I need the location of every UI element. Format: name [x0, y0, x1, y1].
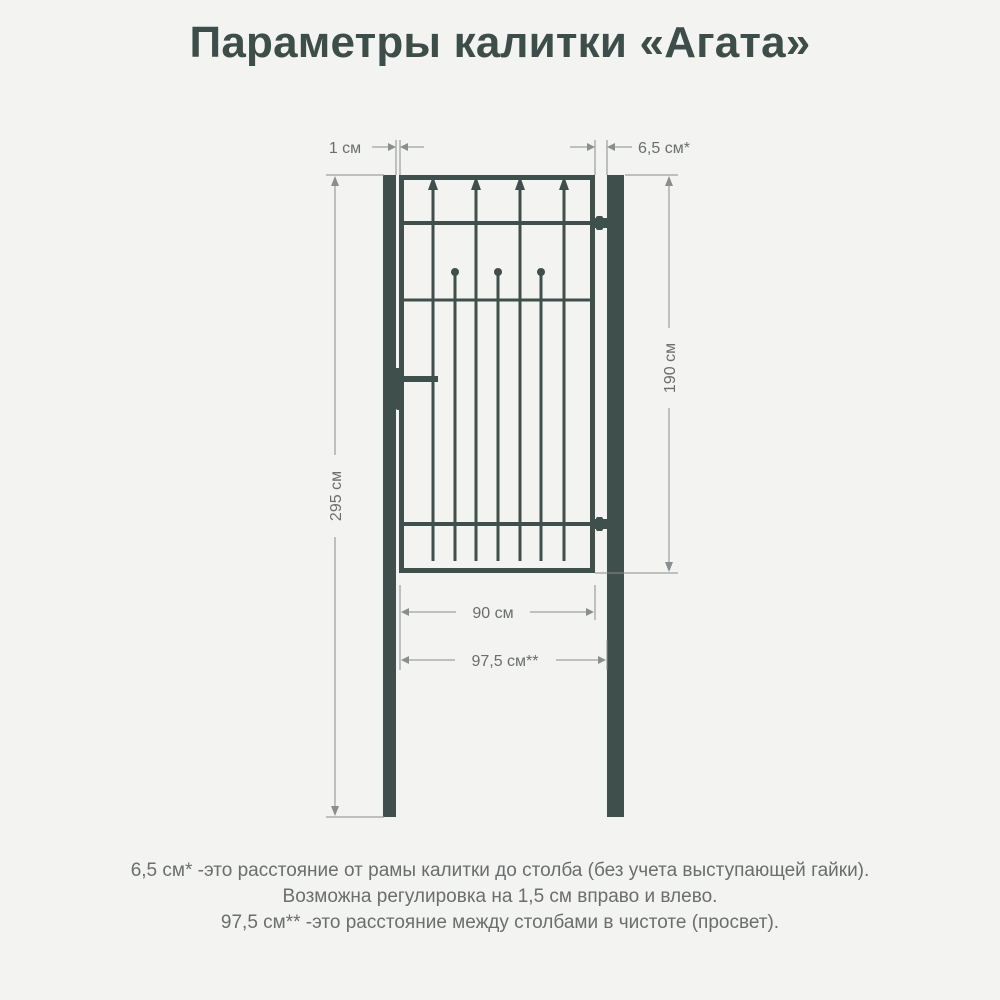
gate-width-label: 90 см	[472, 605, 514, 622]
upper-hinge-nut	[596, 216, 603, 230]
latch-lock	[396, 396, 404, 410]
gate-details	[396, 176, 608, 531]
frame-to-post-label: 6,5 см*	[638, 140, 690, 157]
post-gap-label: 1 см	[328, 140, 362, 157]
ball-tip	[494, 268, 502, 276]
ball-tip	[451, 268, 459, 276]
lower-hinge-nut	[596, 517, 603, 531]
dimension-lines	[326, 140, 678, 817]
footnotes	[0, 858, 1000, 936]
total-height-label: 295 см	[328, 470, 345, 522]
gate-height-label: 190 см	[662, 342, 679, 394]
right-post	[607, 175, 624, 817]
dimension-labels	[328, 140, 690, 670]
footnote-frame-to-post: 6,5 см* -это расстояние от рамы калитки до столба (без учета выступающей гайки).	[130, 860, 870, 881]
latch-body	[396, 368, 404, 398]
footnote-adjustment: Возможна регулировка на 1,5 см вправо и влево.	[282, 886, 718, 907]
footnote-clear-span: 97,5 см** -это расстояние между столбами в чистоте (просвет).	[220, 912, 780, 933]
left-post	[383, 175, 396, 817]
gate-structure	[383, 175, 624, 817]
clear-span-label: 97,5 см**	[471, 653, 539, 670]
gate-frame	[402, 178, 593, 571]
latch-handle	[398, 376, 438, 382]
ball-tip	[537, 268, 545, 276]
page-title: Параметры калитки «Агата»	[189, 18, 811, 67]
